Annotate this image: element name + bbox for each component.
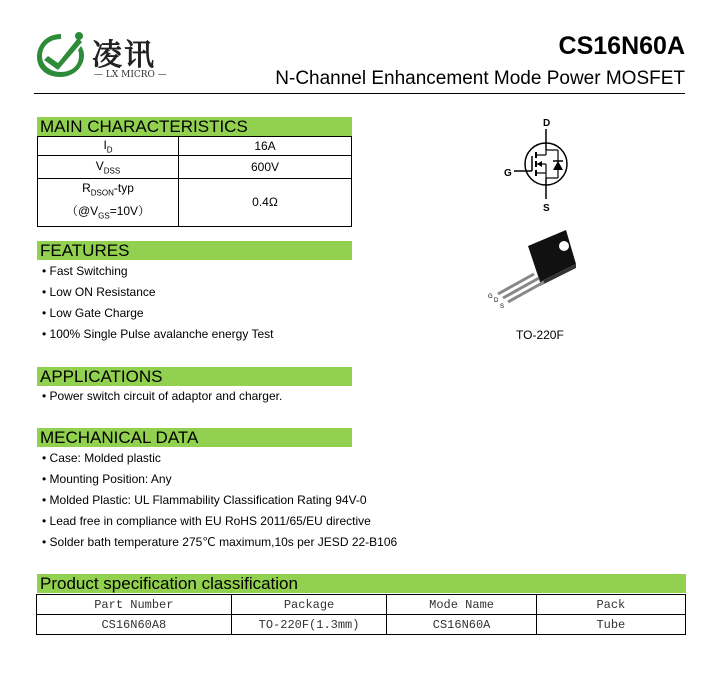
value-cell: 0.4Ω xyxy=(179,179,352,227)
logo-chinese-text: 凌讯 xyxy=(92,38,156,73)
logo-english-text: — LX MICRO — xyxy=(94,70,167,80)
package-label: TO-220F xyxy=(516,328,564,342)
list-item: • Case: Molded plastic xyxy=(42,451,161,465)
table-row xyxy=(38,156,352,179)
main-characteristics-heading: MAIN CHARACTERISTICS xyxy=(37,117,352,136)
list-item: • Molded Plastic: UL Flammability Classification Rating 94V-0 xyxy=(42,493,367,507)
list-item: • Low ON Resistance xyxy=(42,285,156,299)
part-number-title: CS16N60A xyxy=(558,32,685,60)
table-header-row xyxy=(37,595,686,615)
value-cell: 16A xyxy=(179,137,352,156)
svg-text:S: S xyxy=(500,304,505,310)
svg-text:G: G xyxy=(488,294,493,300)
mechanical-data-heading: MECHANICAL DATA xyxy=(37,428,352,447)
list-item: • Lead free in compliance with EU RoHS 2011/65/EU directive xyxy=(42,514,371,528)
list-item: • Power switch circuit of adaptor and charger. xyxy=(42,389,283,403)
param-cell: $V_{DSS}$ xyxy=(38,156,179,179)
table-row xyxy=(38,137,352,156)
param-cell: $I_D$ xyxy=(38,137,179,156)
applications-heading: APPLICATIONS xyxy=(37,367,352,386)
product-spec-table xyxy=(36,594,686,635)
main-characteristics-table xyxy=(37,136,352,227)
header-divider xyxy=(34,93,685,94)
param-cell: $R_{DSON}$-typ $(@V_{GS}=10V)$ xyxy=(38,179,179,227)
product-subtitle: N-Channel Enhancement Mode Power MOSFET xyxy=(275,68,685,89)
company-logo-icon xyxy=(34,30,88,80)
list-item: • Low Gate Charge xyxy=(42,306,144,320)
svg-text:G: G xyxy=(504,168,512,179)
to220f-package-icon xyxy=(488,228,588,310)
mosfet-symbol-icon xyxy=(506,114,586,214)
table-row xyxy=(38,179,352,227)
applications-list xyxy=(42,386,282,407)
list-item: • 100% Single Pulse avalanche energy Test xyxy=(42,327,274,341)
list-item: • Fast Switching xyxy=(42,264,128,278)
value-cell: 600V xyxy=(179,156,352,179)
table-header-cell: Pack xyxy=(536,595,685,615)
table-header-cell: Part Number xyxy=(37,595,232,615)
svg-text:S: S xyxy=(543,203,550,214)
product-spec-heading: Product specification classification xyxy=(37,574,686,593)
table-cell: CS16N60A8 xyxy=(37,615,232,635)
mechanical-data-list xyxy=(42,448,397,553)
features-list xyxy=(42,261,273,345)
svg-text:D: D xyxy=(543,118,551,129)
table-header-cell: Mode Name xyxy=(387,595,536,615)
list-item: • Mounting Position: Any xyxy=(42,472,172,486)
svg-text:D: D xyxy=(494,298,499,304)
table-cell: CS16N60A xyxy=(387,615,536,635)
features-heading: FEATURES xyxy=(37,241,352,260)
table-row xyxy=(37,615,686,635)
table-header-cell: Package xyxy=(231,595,387,615)
list-item: • Solder bath temperature 275℃ maximum,10s per JESD 22-B106 xyxy=(42,535,398,549)
table-cell: TO-220F(1.3mm) xyxy=(231,615,387,635)
table-cell: Tube xyxy=(536,615,685,635)
